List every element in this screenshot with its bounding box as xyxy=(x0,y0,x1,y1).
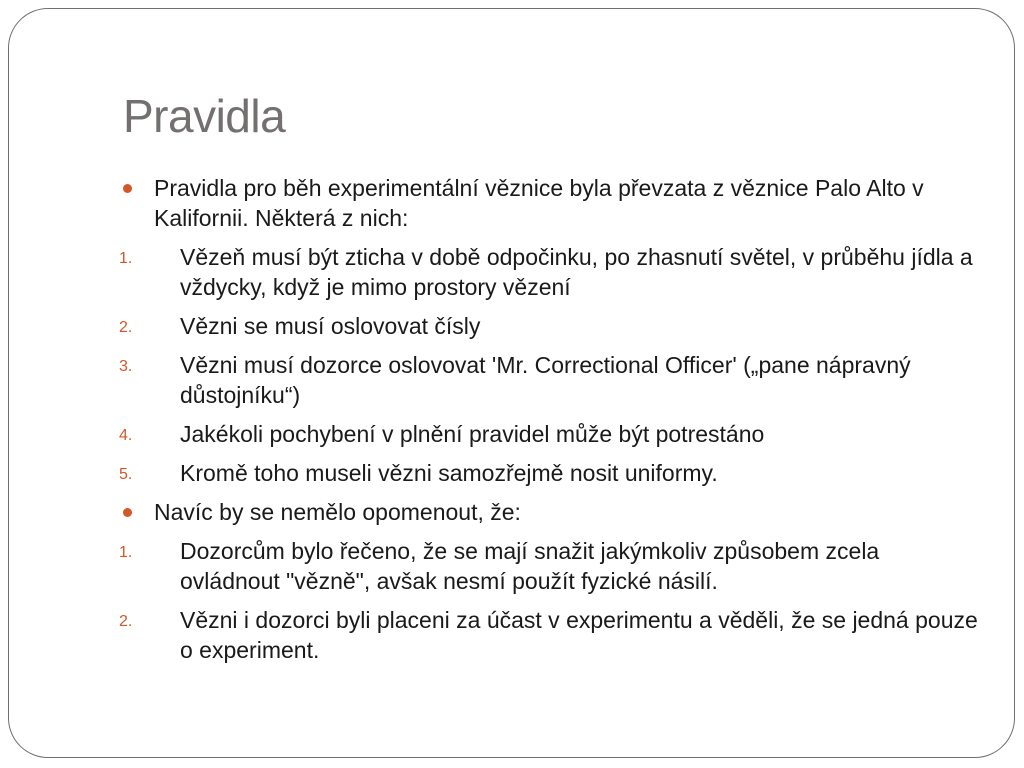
numbered-item xyxy=(119,458,979,488)
numbered-text: Jakékoli pochybení v plnění pravidel může být potrestáno xyxy=(180,421,765,447)
numbered-text: Vězni i dozorci byli placeni za účast v experimentu a věděli, že se jedná pouze o experiment. xyxy=(180,607,978,663)
numbered-item xyxy=(119,419,979,449)
numbered-text: Vězeň musí být zticha v době odpočinku, po zhasnutí světel, v průběhu jídla a vždycky, když je mimo prostory vězení xyxy=(180,244,973,300)
item-number: 5. xyxy=(119,466,133,483)
numbered-item xyxy=(119,311,979,341)
slide-frame xyxy=(8,8,1015,758)
numbered-item xyxy=(119,536,979,596)
bullet-item xyxy=(119,173,979,233)
item-number: 1. xyxy=(119,544,133,561)
item-number: 2. xyxy=(119,319,133,336)
bullet-text: Navíc by se nemělo opomenout, že: xyxy=(154,499,521,525)
bullet-item xyxy=(119,497,979,527)
numbered-text: Kromě toho museli vězni samozřejmě nosit uniformy. xyxy=(180,460,718,486)
numbered-item xyxy=(119,242,979,302)
item-number: 1. xyxy=(119,250,133,267)
bullet-text: Pravidla pro běh experimentální věznice byla převzata z věznice Palo Alto v Kalifornii. Některá z nich: xyxy=(154,175,924,231)
slide-title: Pravidla xyxy=(123,90,286,142)
bullet-dot-icon xyxy=(123,508,132,517)
bullet-dot-icon xyxy=(123,184,132,193)
item-number: 4. xyxy=(119,427,133,444)
item-number: 2. xyxy=(119,613,133,630)
slide-content-list xyxy=(119,173,979,674)
numbered-item xyxy=(119,350,979,410)
item-number: 3. xyxy=(119,358,133,375)
numbered-text: Vězni musí dozorce oslovovat 'Mr. Correctional Officer' („pane nápravný důstojníku“) xyxy=(180,352,911,408)
numbered-text: Dozorcům bylo řečeno, že se mají snažit jakýmkoliv způsobem zcela ovládnout "vězně", avšak nesmí použít fyzické násilí. xyxy=(180,538,880,594)
numbered-text: Vězni se musí oslovovat čísly xyxy=(180,313,481,339)
numbered-item xyxy=(119,605,979,665)
